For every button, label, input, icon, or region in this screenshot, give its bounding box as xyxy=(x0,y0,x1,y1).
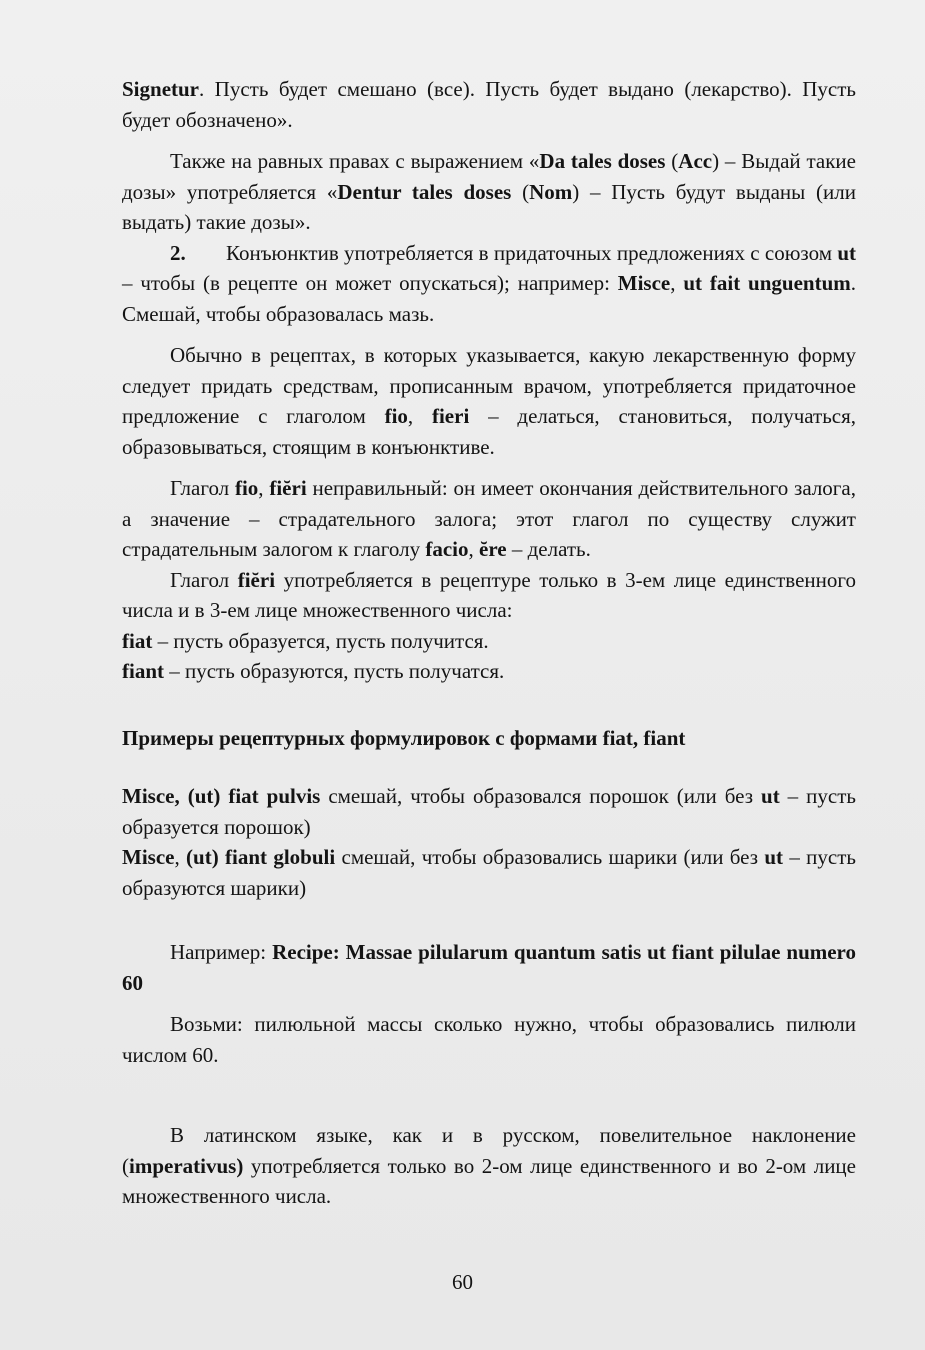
bold-text: fiat xyxy=(122,628,153,653)
text-run: ( xyxy=(665,149,679,173)
bold-text: Recipe: Massae pilularum quantum satis ut fiant pilulae numero 60 xyxy=(122,940,856,995)
bold-text: Da tales doses xyxy=(539,149,666,173)
text-run: , xyxy=(670,271,684,295)
text-run: Конъюнктив употребляется в придаточных предложениях с союзом xyxy=(226,240,838,265)
bold-text: Dentur tales doses xyxy=(337,179,512,204)
section-heading xyxy=(122,723,856,754)
paragraph xyxy=(122,340,856,462)
bold-text: fieri xyxy=(431,404,470,428)
text-run: Возьми: пилюльной массы сколько нужно, чтобы образовались пилюли числом 60. xyxy=(122,1012,856,1067)
text-run: ) – Пусть будут выданы (или выдать) такие дозы». xyxy=(122,179,856,234)
bold-text: ut fait unguentum xyxy=(683,271,851,295)
text-run: неправильный: он имеет окончания действительного залога, а значение – страдательного залога; этот глагол по существу служит страдательным залогом к глаголу xyxy=(122,476,856,561)
bold-text: ut xyxy=(837,240,856,265)
text-run: – делаться, становиться, получаться, образовываться, стоящим в конъюнктиве. xyxy=(122,404,857,459)
text-run: – пусть образуется порошок) xyxy=(122,784,856,839)
text-run: Глагол xyxy=(170,476,235,500)
text-run: . Пусть будет смешано (все). Пусть будет выдано (лекарство). Пусть будет обозначено». xyxy=(122,77,856,132)
paragraph xyxy=(122,238,856,330)
paragraph xyxy=(122,656,856,687)
paragraph xyxy=(122,842,856,903)
bold-text: (ut) fiant globuli xyxy=(186,845,336,869)
bold-text: Misce, (ut) fiat pulvis xyxy=(122,784,321,808)
text-run: употребляется в рецептуре только в 3-ем лице единственного числа и в 3-ем лице множественного числа: xyxy=(122,567,856,622)
list-number: 2. xyxy=(170,240,186,265)
text-run: – пусть образуются шарики) xyxy=(122,845,856,900)
bold-text: Acc xyxy=(678,149,713,173)
text-run: ) – Выдай такие дозы» употребляется « xyxy=(122,149,856,204)
bold-text: Nom xyxy=(529,179,573,204)
bold-text: fiant xyxy=(122,659,164,683)
paragraph xyxy=(122,1120,856,1212)
text-run: , xyxy=(174,845,187,869)
paragraph xyxy=(122,565,856,626)
text-run: В латинском языке, как и в русском, повелительное наклонение ( xyxy=(122,1123,856,1178)
text-run: Глагол xyxy=(170,567,238,592)
paragraph xyxy=(122,781,856,842)
paragraph xyxy=(122,626,856,657)
page-text xyxy=(122,74,856,1212)
text-run: – пусть образуется, пусть получится. xyxy=(152,628,489,653)
text-run: – чтобы (в рецепте он может опускаться); например: xyxy=(122,271,618,295)
text-run: – делать. xyxy=(506,537,591,561)
page-number: 60 xyxy=(452,1270,473,1294)
text-run: . Смешай, чтобы образовалась мазь. xyxy=(122,271,856,326)
text-run: смешай, чтобы образовались шарики (или без xyxy=(335,845,765,869)
paragraph xyxy=(122,74,856,135)
text-run: ( xyxy=(511,179,530,204)
text-run: смешай, чтобы образовался порошок (или без xyxy=(320,784,762,808)
bold-text: Misce xyxy=(122,845,175,869)
bold-text: fio xyxy=(384,404,408,428)
bold-text: facio xyxy=(425,537,469,561)
text-run: , xyxy=(258,476,270,500)
bold-text: ut xyxy=(761,784,780,808)
paragraph xyxy=(122,146,856,238)
bold-text: ĕre xyxy=(479,537,507,561)
paragraph xyxy=(122,473,856,565)
paragraph xyxy=(122,937,856,998)
text-run: употребляется только во 2-ом лице единственного и во 2-ом лице множественного числа. xyxy=(122,1153,856,1208)
bold-text: ut xyxy=(764,845,784,869)
bold-text: fio xyxy=(234,476,259,500)
text-run: – пусть образуются, пусть получатся. xyxy=(164,659,505,683)
bold-text: Примеры рецептурных формулировок с формами fiat, fiant xyxy=(122,725,686,750)
text-run: , xyxy=(407,404,432,428)
text-run: Например: xyxy=(170,940,273,964)
bold-text: Misce xyxy=(617,271,671,295)
text-run: Также на равных правах с выражением « xyxy=(170,149,540,173)
bold-text: fiĕri xyxy=(269,476,307,500)
text-run: Обычно в рецептах, в которых указывается, какую лекарственную форму следует придать средствам, прописанным врачом, употребляется придаточное предложение с глаголом xyxy=(122,343,856,428)
paragraph xyxy=(122,1009,856,1070)
bold-text: imperativus) xyxy=(129,1153,244,1178)
bold-text: Signetur xyxy=(122,77,200,101)
bold-text: fiĕri xyxy=(237,567,276,592)
text-run: , xyxy=(468,537,479,561)
